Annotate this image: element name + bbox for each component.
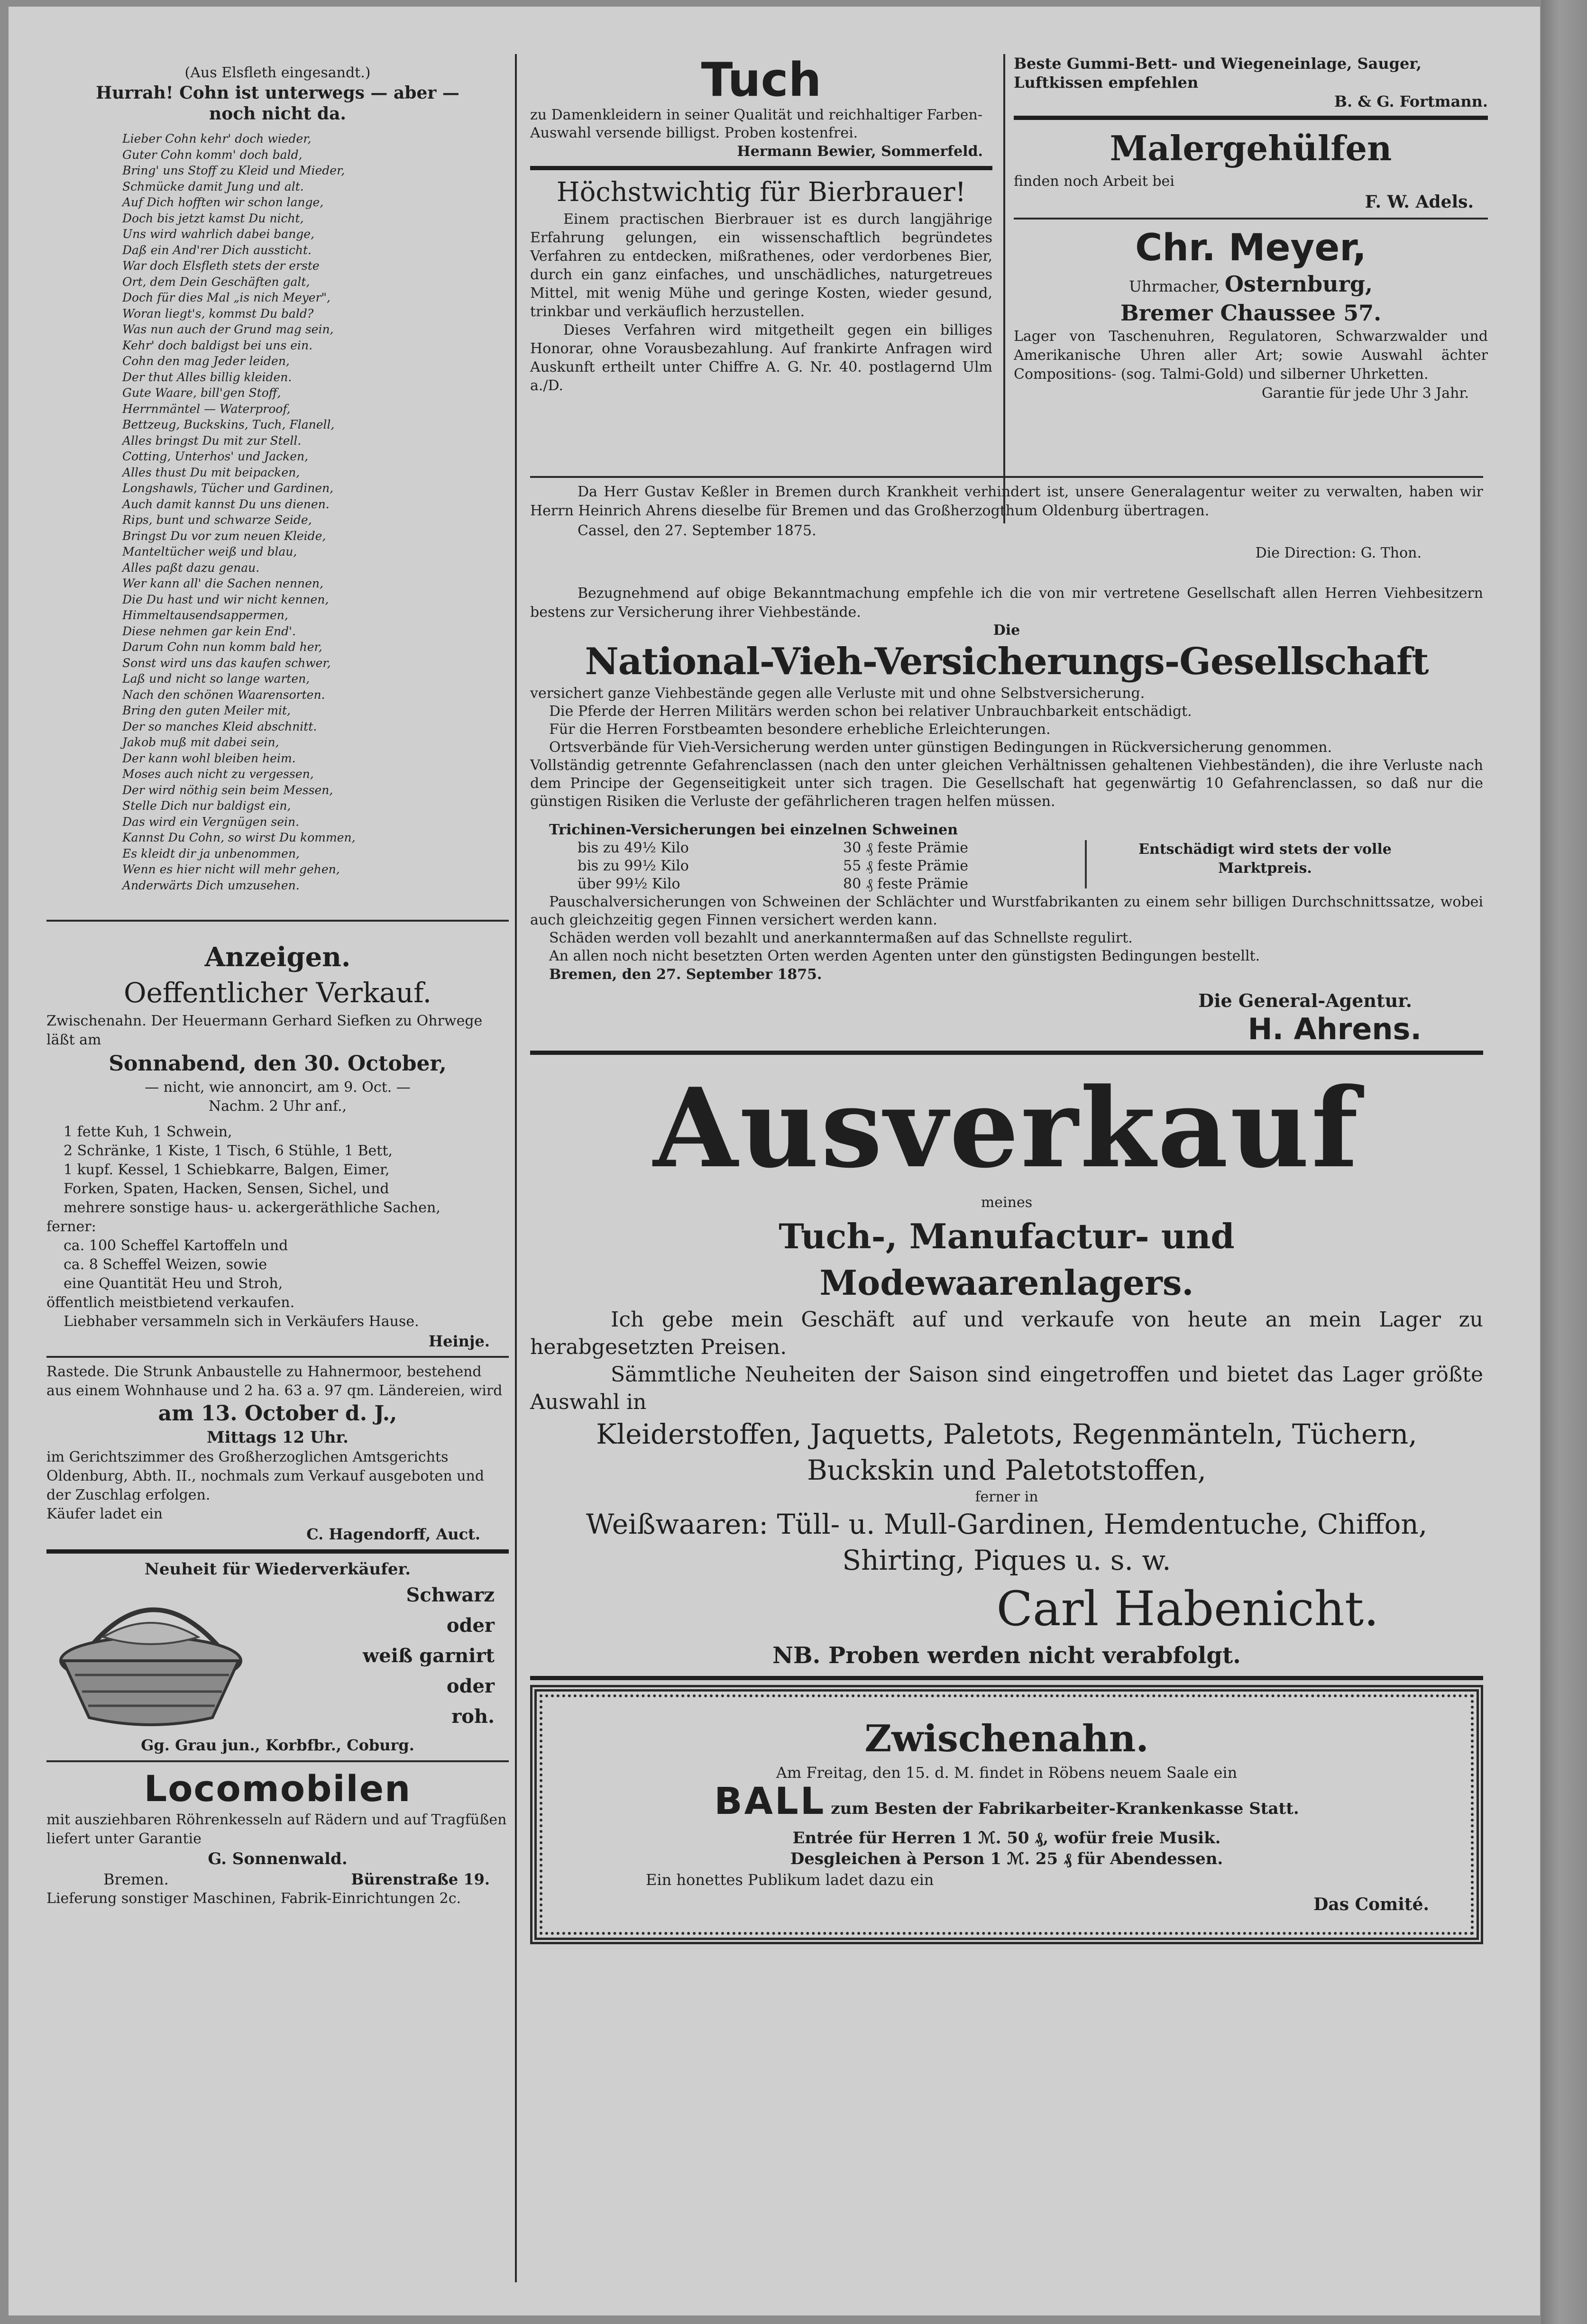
poem-line: Auf Dich hofften wir schon lange, bbox=[122, 195, 324, 209]
nv-p7: Schäden werden voll bezahlt und anerkanntermaßen auf das Schnellste regulirt. bbox=[549, 930, 1133, 946]
poem-line: Es kleidt dir ja unbenommen, bbox=[122, 846, 300, 860]
ausverkauf-line-2: Modewaarenlagers. bbox=[819, 1263, 1194, 1303]
auction-date-note: — nicht, wie annoncirt, am 9. Oct. — bbox=[145, 1079, 411, 1096]
page-fold bbox=[1541, 0, 1587, 2324]
poem-line: Anderwärts Dich umzusehen. bbox=[122, 878, 300, 892]
poem-line: Bring' uns Stoff zu Kleid und Mieder, bbox=[122, 164, 345, 177]
meyer-street: Bremer Chaussee 57. bbox=[1120, 300, 1382, 326]
ball-big-line bbox=[570, 1780, 1443, 1828]
nv-place: Bremen, den 27. September 1875. bbox=[549, 966, 822, 983]
auction-sign: Heinje. bbox=[428, 1332, 490, 1350]
poem-line: Der kann wohl bleiben heim. bbox=[122, 751, 296, 765]
nv-die: Die bbox=[993, 622, 1020, 639]
ball-line-2: Entrée für Herren 1 ℳ. 50 ₰, wofür freie Musik. bbox=[792, 1829, 1221, 1848]
ball-line-4: Ein honettes Publikum ladet dazu ein bbox=[646, 1871, 934, 1889]
auction-item: Forken, Spaten, Hacken, Sensen, Sichel, und bbox=[64, 1180, 389, 1197]
ausverkauf-p1: Ich gebe mein Geschäft auf und verkaufe von heute an mein Lager zu herabgesetzten Preisen. bbox=[530, 1308, 1483, 1359]
poem-line: Cotting, Unterhos' und Jacken, bbox=[122, 449, 309, 463]
poem-line: Alles bringst Du mit zur Stell. bbox=[122, 433, 302, 448]
trichinen-table bbox=[530, 821, 1075, 893]
poem-line: Diese nehmen gar kein End'. bbox=[122, 624, 296, 638]
divider bbox=[46, 1760, 509, 1762]
column-rule-left bbox=[515, 54, 517, 2282]
nv-title: National-Vieh-Versicherungs-Gesellschaft bbox=[585, 640, 1429, 683]
divider bbox=[530, 476, 1483, 478]
nv-p8: An allen noch nicht besetzten Orten werden Agenten unter den günstigsten Bedingungen bestellt. bbox=[549, 948, 1260, 964]
bier-body: Einem practischen Bierbrauer ist es durch langjährige Erfahrung gelungen, ein wissenschaftlich begründetes Verfahren zu entdecken, mißrathenes, oder verdorbenes Bier, durch ein ganz einfaches, und unschädliches, naturgetreues Mittel, mit wenig Mühe und geringe Kosten, wieder gesund, trinkbar und verkäuflich herzustellen. bbox=[530, 211, 992, 320]
basket-word: roh. bbox=[451, 1705, 495, 1728]
poem-headline: Hurrah! Cohn ist unterwegs — aber — bbox=[96, 83, 459, 103]
poem-line: Lieber Cohn kehr' doch wieder, bbox=[122, 132, 312, 146]
poem-line: Schmücke damit Jung und alt. bbox=[122, 179, 304, 193]
ausverkauf-ferner: ferner in bbox=[975, 1489, 1038, 1505]
auction-item: eine Quantität Heu und Stroh, bbox=[64, 1275, 283, 1292]
maler-title: Malergehülfen bbox=[1110, 128, 1392, 168]
trichinen-note-box bbox=[1085, 840, 1426, 888]
ausverkauf-line-5: Weißwaaren: Tüll- u. Mull-Gardinen, Hemdentuche, Chiffon, bbox=[586, 1508, 1428, 1540]
auction-item: 2 Schränke, 1 Kiste, 1 Tisch, 6 Stühle, 1 Bett, bbox=[64, 1143, 393, 1159]
loco-title: Locomobilen bbox=[144, 1767, 412, 1810]
basket-sign: Gg. Grau jun., Korbfbr., Coburg. bbox=[141, 1736, 414, 1754]
auction-buyers: Liebhaber versammeln sich in Verkäufers Hause. bbox=[64, 1313, 419, 1330]
poem-line: Guter Cohn komm' doch bald, bbox=[122, 147, 303, 162]
nv-p5: Vollständig getrennte Gefahrenclassen (nach den unter gleichen Verhältnissen gehaltenen Viehbeständen), die ihre Verluste nach dem Principe der Gegenseitigkeit unter sich tragen. Die Gesellschaft hat gegenwärtig 10 Gefahrenclassen, so daß nur die günstigen Risiken die Verluste der gefährlicheren tragen helfen müssen. bbox=[530, 757, 1483, 810]
poem-headline-2: noch nicht da. bbox=[209, 104, 346, 124]
ausverkauf-line-1: Tuch-, Manufactur- und bbox=[779, 1216, 1235, 1256]
poem-line: Nach den schönen Waarensorten. bbox=[122, 687, 325, 702]
poem-line: Wer kann all' die Sachen nennen, bbox=[122, 576, 323, 590]
divider bbox=[530, 1676, 1483, 1680]
trichinen-row bbox=[578, 839, 1075, 857]
nv-p6: Pauschalversicherungen von Schweinen der Schlächter und Wurstfabrikanten zu einem sehr billigen Durchschnittssatze, wobei auch gleichzeitig gegen Finnen versichert werden kann. bbox=[530, 894, 1483, 928]
gummi-sign: B. & G. Fortmann. bbox=[1334, 92, 1488, 110]
divider bbox=[530, 166, 992, 170]
nv-p2: Die Pferde der Herren Militärs werden schon bei relativer Unbrauchbarkeit entschädigt. bbox=[549, 703, 1192, 720]
loco-more: Lieferung sonstiger Maschinen, Fabrik-Einrichtungen 2c. bbox=[46, 1890, 461, 1907]
basket-heading: Neuheit für Wiederverkäufer. bbox=[144, 1560, 411, 1579]
auction-title: Oeffentlicher Verkauf. bbox=[123, 977, 432, 1009]
nv-agency: Die General-Agentur. bbox=[1198, 990, 1412, 1011]
meyer-body: Lager von Taschenuhren, Regulatoren, Schwarzwalder und Amerikanische Uhren aller Art; sowie Auswahl ächter Compositions- (sog. Talmi-Gold) und silberner Uhrketten. bbox=[1014, 328, 1488, 383]
nv-p3: Für die Herren Forstbeamten besondere erhebliche Erleichterungen. bbox=[549, 721, 1051, 738]
trichinen-weight: über 99½ Kilo bbox=[578, 876, 680, 892]
auction-item: mehrere sonstige haus- u. ackergeräthliche Sachen, bbox=[64, 1199, 440, 1216]
poem-line: Laß und nicht so lange warten, bbox=[122, 672, 310, 686]
trichinen-rows bbox=[530, 839, 1075, 893]
poem-line: Ort, dem Dein Geschäften galt, bbox=[122, 274, 310, 289]
divider bbox=[46, 1549, 509, 1554]
poem-line: Moses auch nicht zu vergessen, bbox=[122, 767, 314, 781]
direction-place: Cassel, den 27. September 1875. bbox=[578, 522, 816, 539]
poem-line: Auch damit kannst Du uns dienen. bbox=[122, 497, 330, 511]
divider bbox=[530, 1051, 1483, 1055]
ball-purpose: zum Besten der Fabrikarbeiter-Krankenkasse Statt. bbox=[831, 1799, 1299, 1818]
poem-source: (Aus Elsfleth eingesandt.) bbox=[184, 64, 371, 81]
meyer-trade: Uhrmacher, bbox=[1128, 277, 1220, 295]
poem-line: Was nun auch der Grund mag sein, bbox=[122, 322, 334, 336]
poem-line: Sonst wird uns das kaufen schwer, bbox=[122, 656, 331, 670]
nv-sign: H. Ahrens. bbox=[1248, 1012, 1422, 1046]
rastede-body: im Gerichtszimmer des Großherzoglichen Amtsgerichts Oldenburg, Abth. II., nochmals zum Verkauf ausgeboten und der Zuschlag erfolgen. bbox=[46, 1449, 485, 1503]
right-column bbox=[1014, 54, 1488, 403]
ausverkauf-nb: NB. Proben werden nicht verabfolgt. bbox=[772, 1642, 1241, 1669]
trichinen-heading: Trichinen-Versicherungen bei einzelnen Schweinen bbox=[549, 822, 958, 838]
trichinen-weight: bis zu 49½ Kilo bbox=[578, 840, 689, 856]
basket-word: oder bbox=[446, 1675, 495, 1697]
bier-title: Höchstwichtig für Bierbrauer! bbox=[556, 177, 966, 208]
basket-words bbox=[255, 1580, 509, 1732]
poem-line: Bringst Du vor zum neuen Kleide, bbox=[122, 529, 326, 543]
auction-intro: Zwischenahn. Der Heuermann Gerhard Siefken zu Ohrwege läßt am bbox=[46, 1013, 483, 1048]
auction-item: 1 fette Kuh, 1 Schwein, bbox=[64, 1124, 232, 1140]
auction-ferner: ferner: bbox=[46, 1218, 96, 1235]
direction-sign: Die Direction: G. Thon. bbox=[1255, 545, 1422, 561]
poem-line: Cohn den mag Jeder leiden, bbox=[122, 354, 290, 368]
poem-line: Stelle Dich nur baldigst ein, bbox=[122, 799, 291, 813]
column-rule-mid bbox=[1003, 54, 1005, 523]
ausverkauf-meines: meines bbox=[981, 1194, 1033, 1211]
middle-column bbox=[530, 54, 992, 395]
ball-line-1: Am Freitag, den 15. d. M. findet in Röbens neuem Saale ein bbox=[776, 1764, 1238, 1782]
tuch-title: Tuch bbox=[701, 53, 822, 107]
auction-item: ca. 8 Scheffel Weizen, sowie bbox=[64, 1256, 267, 1273]
poem-line: Doch für dies Mal „is nich Meyer", bbox=[122, 291, 330, 304]
poem-line: Rips, bunt und schwarze Seide, bbox=[122, 513, 312, 527]
tuch-sign: Hermann Bewier, Sommerfeld. bbox=[737, 143, 983, 160]
meyer-name: Chr. Meyer, bbox=[1135, 227, 1367, 269]
rastede-buyers: Käufer ladet ein bbox=[46, 1506, 163, 1522]
ausverkauf-p2: Sämmtliche Neuheiten der Saison sind eingetroffen und bietet das Lager größte Auswahl in bbox=[530, 1363, 1483, 1414]
poem-line: Jakob muß mit dabei sein, bbox=[122, 735, 279, 749]
loco-firm: G. Sonnenwald. bbox=[208, 1849, 348, 1868]
poem-line: Kehr' doch baldigst bei uns ein. bbox=[122, 338, 313, 352]
poem-line: Wenn es hier nicht will mehr gehen, bbox=[122, 862, 340, 876]
trichinen-row bbox=[578, 875, 1075, 893]
basket-illustration bbox=[46, 1580, 255, 1732]
basket-word: oder bbox=[446, 1614, 495, 1637]
poem-line: Die Du hast und wir nicht kennen, bbox=[122, 592, 329, 606]
wide-section bbox=[530, 476, 1483, 1944]
rastede-time: Mittags 12 Uhr. bbox=[207, 1428, 349, 1447]
poem-line: Darum Cohn nun komm bald her, bbox=[122, 640, 322, 654]
ball-line-3: Desgleichen à Person 1 ℳ. 25 ₰ für Abendessen. bbox=[790, 1849, 1223, 1868]
poem-line: Daß ein And'rer Dich aussticht. bbox=[122, 243, 312, 257]
rastede-date: am 13. October d. J., bbox=[158, 1401, 397, 1426]
poem-line: Herrnmäntel — Waterproof, bbox=[122, 402, 291, 416]
auction-items bbox=[46, 1123, 509, 1217]
divider bbox=[46, 920, 509, 922]
basket-word: weiß garnirt bbox=[362, 1645, 495, 1667]
trichinen-weight: bis zu 99½ Kilo bbox=[578, 858, 689, 874]
poem-line: Alles thust Du mit beipacken, bbox=[122, 465, 300, 479]
trichinen-premium: 55 ₰ feste Prämie bbox=[843, 858, 969, 874]
ball-sign: Das Comité. bbox=[1313, 1894, 1429, 1914]
poem-line: Gute Waare, bill'gen Stoff, bbox=[122, 386, 281, 400]
rastede-text: Rastede. Die Strunk Anbaustelle zu Hahnermoor, bestehend aus einem Wohnhause und 2 ha. 63 a. 97 qm. Ländereien, wird bbox=[46, 1363, 503, 1399]
trichinen-premium: 80 ₰ feste Prämie bbox=[843, 876, 969, 892]
basket-word: Schwarz bbox=[406, 1584, 495, 1606]
divider bbox=[1014, 218, 1488, 220]
meyer-guarantee: Garantie für jede Uhr 3 Jahr. bbox=[1261, 385, 1469, 402]
nv-p1: versichert ganze Viehbestände gegen alle Verluste mit und ohne Selbstversicherung. bbox=[530, 685, 1145, 702]
trichinen-row bbox=[578, 857, 1075, 875]
loco-body: mit ausziehbaren Röhrenkesseln auf Rädern und auf Tragfüßen liefert unter Garantie bbox=[46, 1812, 507, 1847]
poem-line: Longshawls, Tücher und Gardinen, bbox=[122, 481, 334, 495]
auction-date: Sonnabend, den 30. October, bbox=[109, 1052, 447, 1076]
poem-line: Das wird ein Vergnügen sein. bbox=[122, 814, 300, 829]
meyer-place: Osternburg, bbox=[1224, 271, 1373, 297]
poem-line: Alles paßt dazu genau. bbox=[122, 560, 260, 575]
ball-ad bbox=[530, 1685, 1483, 1944]
poem-line: Kannst Du Cohn, so wirst Du kommen, bbox=[122, 831, 356, 844]
ausverkauf-title: Ausverkauf bbox=[653, 1064, 1360, 1192]
gummi-text: Beste Gummi-Bett- und Wiegeneinlage, Sauger, Luftkissen empfehlen bbox=[1014, 55, 1422, 91]
newspaper-page bbox=[9, 7, 1540, 2315]
basket-ad bbox=[46, 1580, 509, 1732]
poem-line: Der so manches Kleid abschnitt. bbox=[122, 719, 317, 733]
loco-address bbox=[46, 1869, 509, 1889]
trichinen-note: Entschädigt wird stets der volle Marktpreis. bbox=[1138, 841, 1392, 877]
poem-line: Bettzeug, Buckskins, Tuch, Flanell, bbox=[122, 418, 335, 431]
poem-line: Himmeltausendsappermen, bbox=[122, 608, 288, 622]
trichinen-premium: 30 ₰ feste Prämie bbox=[843, 840, 969, 856]
nv-reference: Bezugnehmend auf obige Bekanntmachung empfehle ich die von mir vertretene Gesellschaft allen Herren Viehbesitzern bestens zur Versicherung ihrer Viehbestände. bbox=[530, 585, 1483, 621]
poem-line: Bring den guten Meiler mit, bbox=[122, 704, 291, 717]
auction-public: öffentlich meistbietend verkaufen. bbox=[46, 1294, 295, 1311]
loco-city: Bremen. bbox=[103, 1870, 169, 1888]
divider bbox=[46, 1356, 509, 1358]
left-column bbox=[46, 64, 509, 1908]
loco-street: Bürenstraße 19. bbox=[351, 1870, 490, 1888]
poem-line: Uns wird wahrlich dabei bange, bbox=[122, 227, 315, 241]
maler-body: finden noch Arbeit bei bbox=[1014, 173, 1174, 190]
poem-line: Woran liegt's, kommst Du bald? bbox=[122, 306, 314, 320]
poem-line: Manteltücher weiß und blau, bbox=[122, 545, 297, 558]
poem bbox=[46, 131, 509, 893]
direction-body: Da Herr Gustav Keßler in Bremen durch Krankheit verhindert ist, unsere Generalagentur weiter zu verwalten, haben wir Herrn Heinrich Ahrens dieselbe für Bremen und das Großherzogthum Oldenburg übertragen. bbox=[530, 484, 1483, 519]
trichinen-block bbox=[530, 821, 1483, 893]
auction-item: 1 kupf. Kessel, 1 Schiebkarre, Balgen, Eimer, bbox=[64, 1162, 390, 1178]
nv-p4: Ortsverbände für Vieh-Versicherung werden unter günstigen Bedingungen in Rückversicherung genommen. bbox=[549, 739, 1332, 756]
rastede-sign: C. Hagendorff, Auct. bbox=[306, 1525, 480, 1543]
ball-word: BALL bbox=[714, 1780, 826, 1823]
auction-item: ca. 100 Scheffel Kartoffeln und bbox=[64, 1237, 288, 1254]
meyer-trade-line bbox=[1014, 272, 1488, 299]
auction-time: Nachm. 2 Uhr anf., bbox=[208, 1098, 347, 1115]
ball-title: Zwischenahn. bbox=[864, 1717, 1149, 1760]
bier-body-2: Dieses Verfahren wird mitgetheilt gegen ein billiges Honorar, ohne Vorausbezahlung. Auf frankirte Anfragen wird Auskunft ertheilt unter Chiffre A. G. Nr. 40. postlagernd Ulm a./D. bbox=[530, 322, 992, 394]
ausverkauf-line-3: Kleiderstoffen, Jaquetts, Paletots, Regenmänteln, Tüchern, bbox=[596, 1418, 1417, 1450]
ausverkauf-line-4: Buckskin und Paletotstoffen, bbox=[807, 1454, 1206, 1486]
ausverkauf-sign: Carl Habenicht. bbox=[996, 1581, 1379, 1637]
poem-line: Doch bis jetzt kamst Du nicht, bbox=[122, 211, 304, 225]
poem-line: Der thut Alles billig kleiden. bbox=[122, 370, 292, 384]
maler-sign: F. W. Adels. bbox=[1365, 192, 1474, 212]
auction-items-2 bbox=[46, 1236, 509, 1293]
poem-line: Der wird nöthig sein beim Messen, bbox=[122, 783, 333, 797]
anzeigen-heading: Anzeigen. bbox=[204, 942, 351, 973]
ausverkauf-line-6: Shirting, Piques u. s. w. bbox=[842, 1544, 1171, 1576]
poem-line: War doch Elsfleth stets der erste bbox=[122, 259, 320, 273]
tuch-body: zu Damenkleidern in seiner Qualität und reichhaltiger Farben-Auswahl versende billigst. Proben kostenfrei. bbox=[530, 107, 982, 141]
divider bbox=[1014, 116, 1488, 120]
